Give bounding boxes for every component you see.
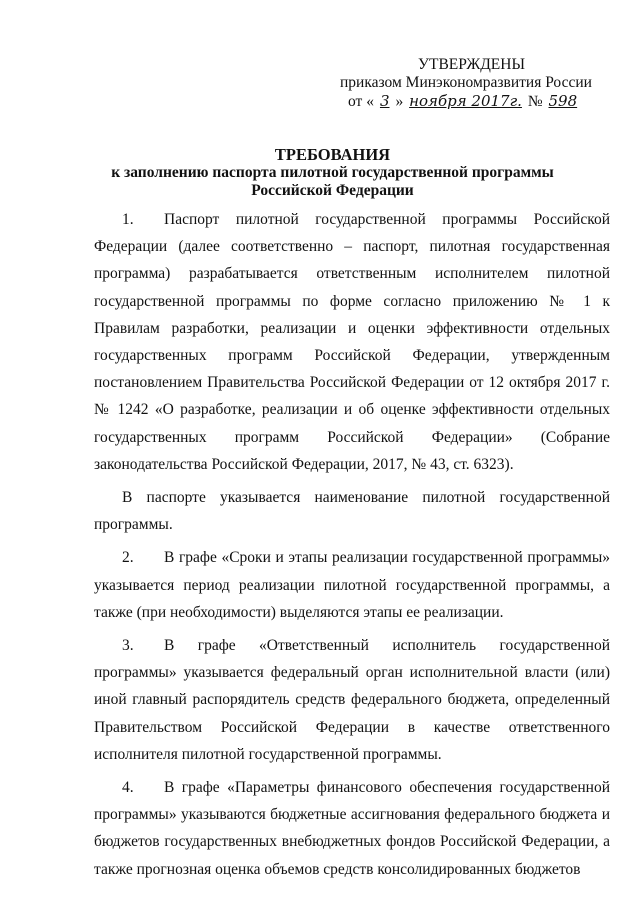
approval-stamp: [340, 56, 610, 111]
handwritten-order-number: 598: [548, 92, 578, 110]
paragraph-number: 2.: [122, 549, 134, 567]
paragraph-number: 1.: [122, 211, 134, 228]
paragraph-1-continued: [94, 484, 610, 538]
approval-order: приказом Минэкономразвития России: [340, 74, 592, 91]
paragraph-2: [94, 544, 610, 626]
paragraph-3: [94, 632, 610, 768]
approval-date-line: [340, 92, 610, 111]
document-subtitle-line-2: Российской Федерации: [251, 182, 414, 199]
document-heading: [80, 146, 585, 200]
paragraph-text: В паспорте указывается наименование пилотной государственной программы.: [94, 489, 610, 534]
paragraph-text: Паспорт пилотной государственной программы Российской Федерации (далее соответственно – паспорт, пилотная государственная программа) разрабатывается ответственным исполнителем пилотной государственной программы по форме согласно приложению № 1 к Правилам разработки, реализации и оценки эффективности отдельных государственных программ Российской Федерации, утвержденным постановлением Правительства Российской Федерации от 12 октября 2017 г. № 1242 «О разработке, реализации и об оценке эффективности отдельных государственных программ Российской Федерации» (Собрание законодательства Российской Федерации, 2017, № 43, ст. 6323).: [94, 211, 610, 473]
date-quote-close: »: [395, 93, 404, 110]
approval-title: УТВЕРЖДЕНЫ: [418, 56, 525, 73]
paragraph-text: В графе «Сроки и этапы реализации государственной программы» указывается период реализации пилотной государственной программы, а также (при необходимости) выделяются этапы ее реализации.: [94, 549, 610, 621]
paragraph-4: [94, 774, 610, 883]
paragraph-text: В графе «Ответственный исполнитель государственной программы» указывается федеральный орган исполнительной власти (или) иной главный распорядитель средств федерального бюджета, определенный Правительством Российской Федерации в качестве ответственного исполнителя пилотной государственной программы.: [94, 637, 610, 763]
paragraph-text: В графе «Параметры финансового обеспечения государственной программы» указываются бюджетные ассигнования федерального бюджета и бюджетов государственных внебюджетных фондов Российской Федерации, а также прогнозная оценка объемов средств консолидированных бюджетов: [94, 779, 610, 878]
document-title: ТРЕБОВАНИЯ: [274, 145, 391, 164]
paragraph-number: 3.: [122, 637, 134, 655]
paragraph-number: 4.: [122, 779, 134, 797]
number-prefix: №: [527, 93, 543, 110]
date-prefix: от «: [348, 93, 374, 110]
handwritten-day: 3: [379, 92, 390, 110]
handwritten-month-year: ноября 2017г.: [409, 92, 522, 110]
document-subtitle-line-1: к заполнению паспорта пилотной государственной программы: [111, 164, 554, 181]
document-body: [94, 206, 610, 883]
paragraph-1: [94, 206, 610, 478]
